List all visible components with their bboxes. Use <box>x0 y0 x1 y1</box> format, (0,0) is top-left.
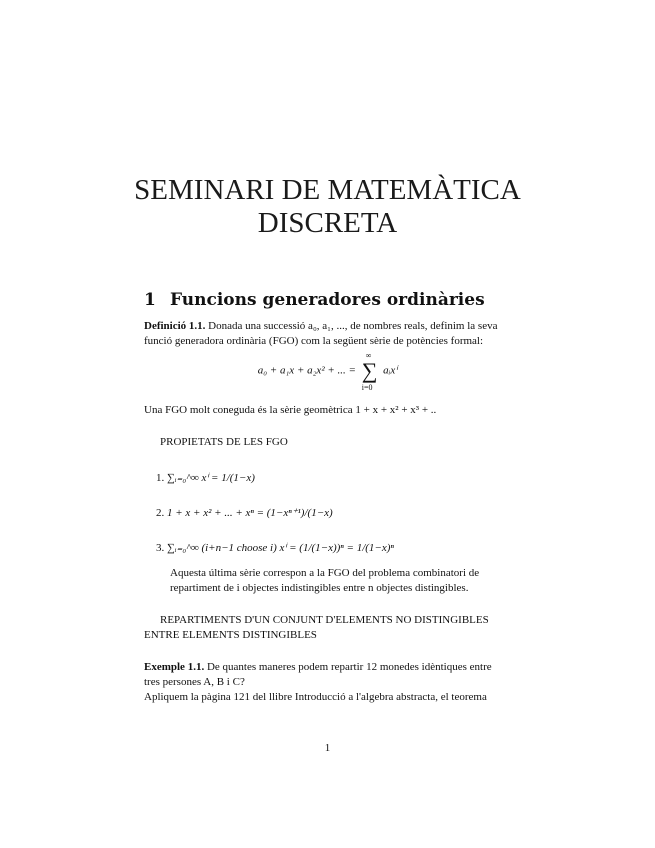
property-item <box>156 506 333 519</box>
title-line-1: SEMINARI DE MATEMÀTICA <box>134 174 521 206</box>
example-text-line-2: tres persones A, B i C? <box>144 676 245 688</box>
fgo-sentence: Una FGO molt coneguda és la sèrie geomètrica 1 + x + x² + x³ + .. <box>144 404 437 416</box>
repartiments-heading <box>144 613 512 643</box>
display-formula <box>0 351 655 392</box>
section-heading <box>144 290 485 310</box>
sigma-icon: ∑ <box>361 358 378 383</box>
page-number: 1 <box>324 742 331 754</box>
property-formula: ∑ᵢ₌₀^∞ xⁱ = 1/(1−x) <box>167 472 255 484</box>
sum-lower-limit: i=0 <box>361 383 373 392</box>
repartiments-heading-line-1: REPARTIMENTS D'UN CONJUNT D'ELEMENTS NO DISTINGIBLES <box>160 614 489 626</box>
section-number: 1 <box>144 290 156 310</box>
property-item <box>156 471 255 484</box>
property-formula: ∑ᵢ₌₀^∞ (i+n−1 choose i) xⁱ = (1/(1−x))ⁿ = 1/(1−x)ⁿ <box>167 542 394 554</box>
document-title <box>0 174 655 240</box>
definition-text-line-2: funció generadora ordinària (FGO) com la següent sèrie de potències formal: <box>144 335 484 347</box>
formula-lhs: a₀ + a₁x + a₂x² + ... = <box>257 364 356 377</box>
definition-label: Definició 1.1. <box>144 320 206 332</box>
example-paragraph <box>144 660 512 705</box>
series-note-line-2: repartiment de i objectes indistingibles entre n objectes distingibles. <box>170 582 469 594</box>
formula-rhs: aᵢxⁱ <box>383 364 398 377</box>
series-note <box>170 566 512 596</box>
definition-paragraph <box>144 319 512 349</box>
section-title: Funcions generadores ordinàries <box>170 290 485 310</box>
sum-upper-limit: ∞ <box>365 351 372 360</box>
property-number: 2. <box>156 507 165 519</box>
sum-symbol <box>361 351 378 392</box>
property-formula: 1 + x + x² + ... + xⁿ = (1−xⁿ⁺¹)/(1−x) <box>167 507 333 519</box>
properties-heading: PROPIETATS DE LES FGO <box>160 436 288 448</box>
definition-text-line-1: Donada una successió a₀, a₁, ..., de nombres reals, definim la seva <box>208 320 498 332</box>
example-label: Exemple 1.1. <box>144 661 205 673</box>
title-line-2: DISCRETA <box>257 207 398 239</box>
property-number: 1. <box>156 472 165 484</box>
series-note-line-1: Aquesta última sèrie correspon a la FGO del problema combinatori de <box>170 567 480 579</box>
example-text-line-3: Apliquem la pàgina 121 del llibre Introducció a l'algebra abstracta, el teorema <box>144 691 487 703</box>
example-text-line-1: De quantes maneres podem repartir 12 monedes idèntiques entre <box>206 661 492 673</box>
property-item <box>156 541 394 554</box>
repartiments-heading-line-2: ENTRE ELEMENTS DISTINGIBLES <box>144 629 317 641</box>
property-number: 3. <box>156 542 165 554</box>
